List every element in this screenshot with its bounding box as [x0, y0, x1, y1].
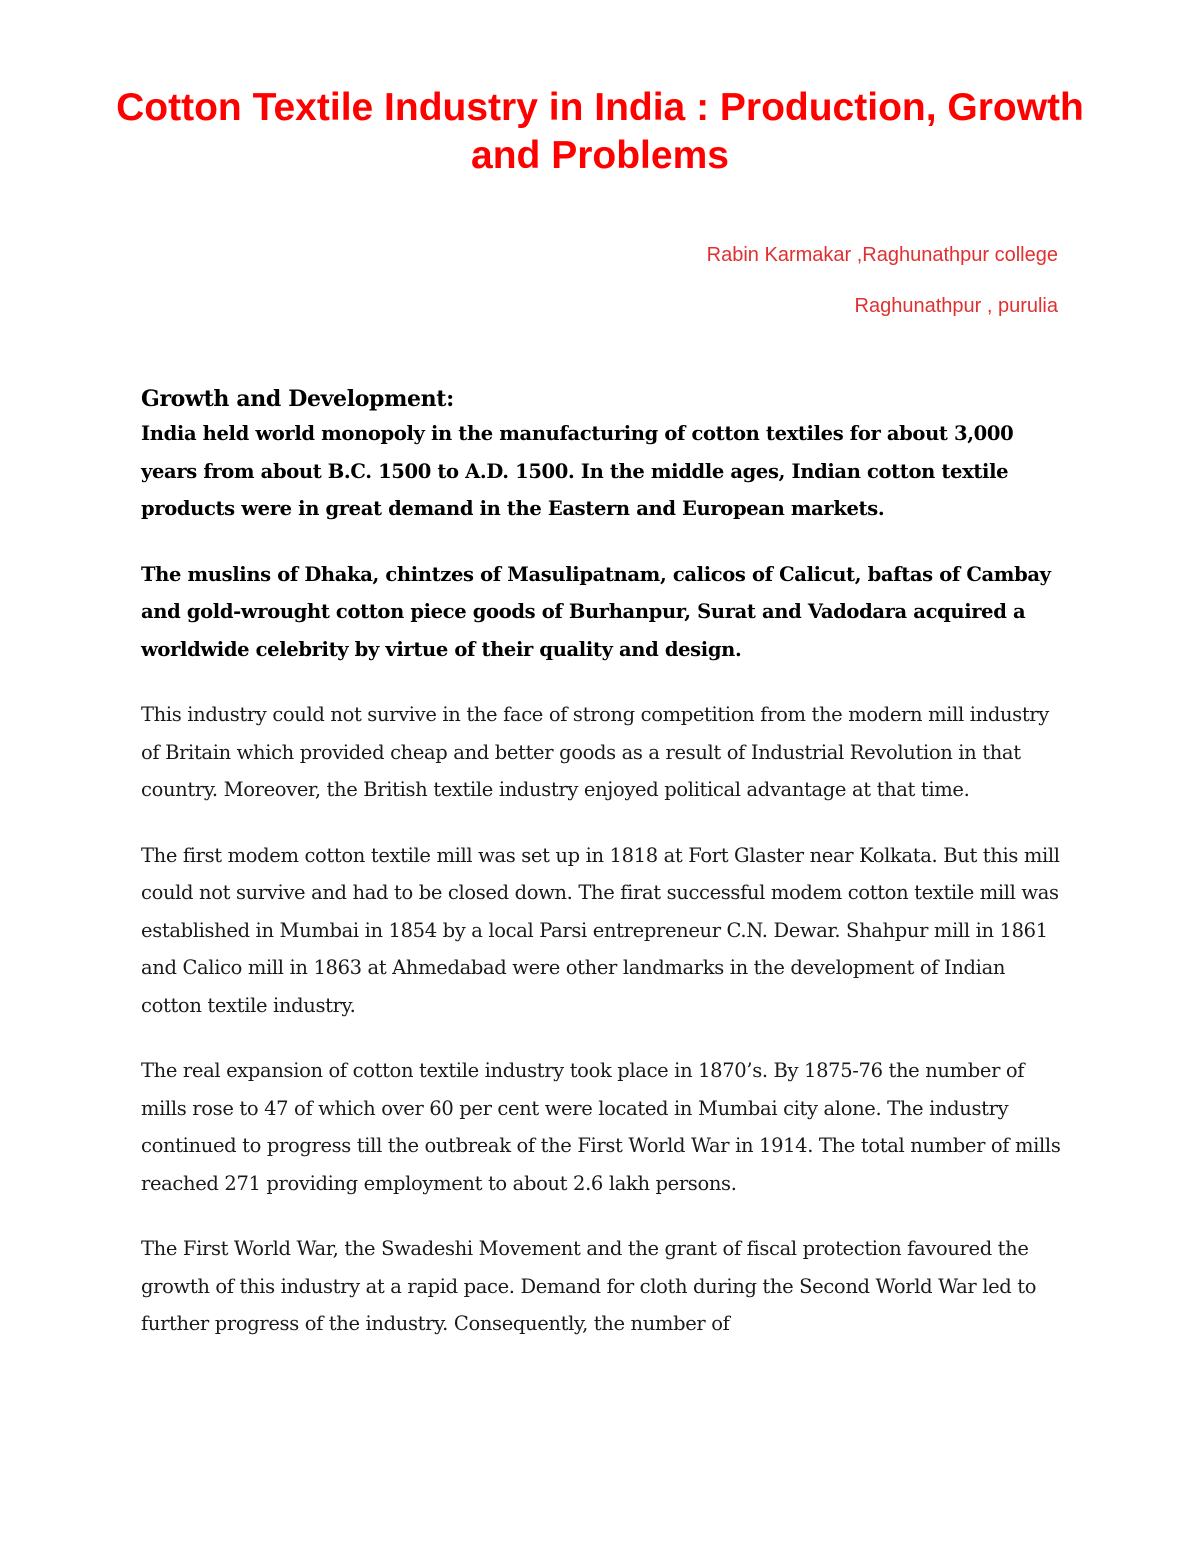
- document-body: [141, 383, 1066, 1343]
- author-affiliation: Rabin Karmakar ,Raghunathpur college: [706, 244, 1058, 266]
- paragraph: The First World War, the Swadeshi Movement and the grant of fiscal protection favoured the growth of this industry at a rapid pace. Demand for cloth during the Second World War led to further progress of the industry. Consequently, the number of: [141, 1237, 1037, 1335]
- document-title: Cotton Textile Industry in India : Production, Growth and Problems: [116, 86, 1084, 177]
- paragraph: This industry could not survive in the face of strong competition from the modern mill industry of Britain which provided cheap and better goods as a result of Industrial Revolution in that country. Moreover, the British textile industry enjoyed political advantage at that time.: [141, 703, 1049, 801]
- paragraph: The real expansion of cotton textile industry took place in 1870’s. By 1875-76 the number of mills rose to 47 of which over 60 per cent were located in Mumbai city alone. The industry continued to progress till the outbreak of the First World War in 1914. The total number of mills reached 271 providing employment to about 2.6 lakh persons.: [141, 1059, 1061, 1195]
- author-location: Raghunathpur , purulia: [854, 295, 1058, 317]
- paragraph: The muslins of Dhaka, chintzes of Masulipatnam, calicos of Calicut, baftas of Cambay and gold-wrought cotton piece goods of Burhanpur, Surat and Vadodara acquired a worldwide celebrity by virtue of their quality and design.: [141, 562, 1051, 661]
- paragraph: The first modem cotton textile mill was set up in 1818 at Fort Glaster near Kolkata. But this mill could not survive and had to be closed down. The firat successful modem cotton textile mill was established in Mumbai in 1854 by a local Parsi entrepreneur C.N. Dewar. Shahpur mill in 1861 and Calico mill in 1863 at Ahmedabad were other landmarks in the development of Indian cotton textile industry.: [141, 843, 1060, 1017]
- section-heading: Growth and Development:: [141, 386, 454, 412]
- paragraph: India held world monopoly in the manufacturing of cotton textiles for about 3,000 years from about B.C. 1500 to A.D. 1500. In the middle ages, Indian cotton textile products were in great demand in the Eastern and European markets.: [141, 422, 1014, 520]
